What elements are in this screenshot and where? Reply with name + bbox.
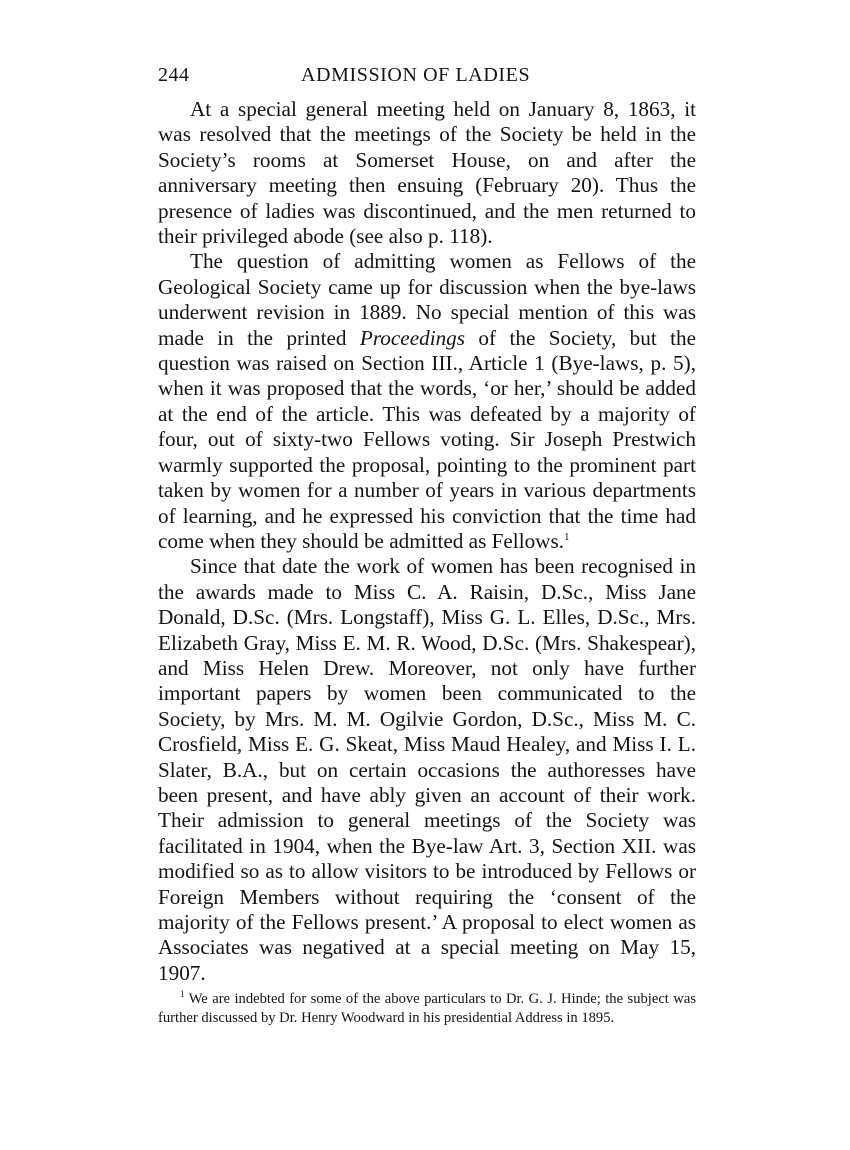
proceedings-italic: Proceedings — [359, 325, 466, 350]
footnote — [158, 990, 696, 1028]
paragraph-1: At a special general meeting held on January 8, 1863, it was resolved that the meetings of the Society be held in the Society’s rooms at Somerset House, on and after the anniversary meeting then ensuing (February 20). Thus the presence of ladies was discontinued, and the men returned to their privileged abode (see also p. 118). — [158, 97, 696, 249]
body-text — [158, 97, 696, 1028]
paragraph-2-text-b: of the Society, but the question was raised on Section III., Article 1 (Bye-laws, p. 5), when it was proposed that the words, ‘or her,’ should be added at the end of the article. This was defeated by a majority of four, out of sixty-two Fellows voting. Sir Joseph Prestwich warmly supported the proposal, pointing to the prominent part taken by women for a number of years in various departments of learning, and he expressed his conviction that the time had come when they should be admitted as Fellows. — [158, 325, 697, 553]
page-number: 244 — [158, 64, 190, 86]
footnote-text: We are indebted for some of the above particulars to Dr. G. J. Hinde; the subject was further discussed by Dr. Henry Woodward in his presidential Address in 1895. — [158, 991, 696, 1027]
paragraph-2 — [158, 249, 696, 554]
book-page — [158, 58, 696, 1028]
footnote-mark: 1 — [180, 989, 185, 1000]
footnote-reference: 1 — [564, 530, 570, 543]
running-head — [158, 58, 696, 92]
paragraph-2-text-a: The question of admitting women as Fellows of the Geological Society came up for discussion when the bye-laws underwent revision in 1889. No special mention of this was made in the printed — [158, 249, 696, 350]
paragraph-3: Since that date the work of women has been recognised in the awards made to Miss C. A. Raisin, D.Sc., Miss Jane Donald, D.Sc. (Mrs. Longstaff), Miss G. L. Elles, D.Sc., Mrs. Elizabeth Gray, Miss E. M. R. Wood, D.Sc. (Mrs. Shakespear), and Miss Helen Drew. Moreover, not only have further important papers by women been communicated to the Society, by Mrs. M. M. Ogilvie Gordon, D.Sc., Miss M. C. Crosfield, Miss E. G. Skeat, Miss Maud Healey, and Miss I. L. Slater, B.A., but on certain occasions the authoresses have been present, and have ably given an account of their work. Their admission to general meetings of the Society was facilitated in 1904, when the Bye-law Art. 3, Section XII. was modified so as to allow visitors to be introduced by Fellows or Foreign Members without requiring the ‘consent of the majority of the Fellows present.’ A proposal to elect women as Associates was negatived at a special meeting on May 15, 1907. — [158, 554, 696, 985]
running-title: ADMISSION OF LADIES — [301, 64, 531, 86]
